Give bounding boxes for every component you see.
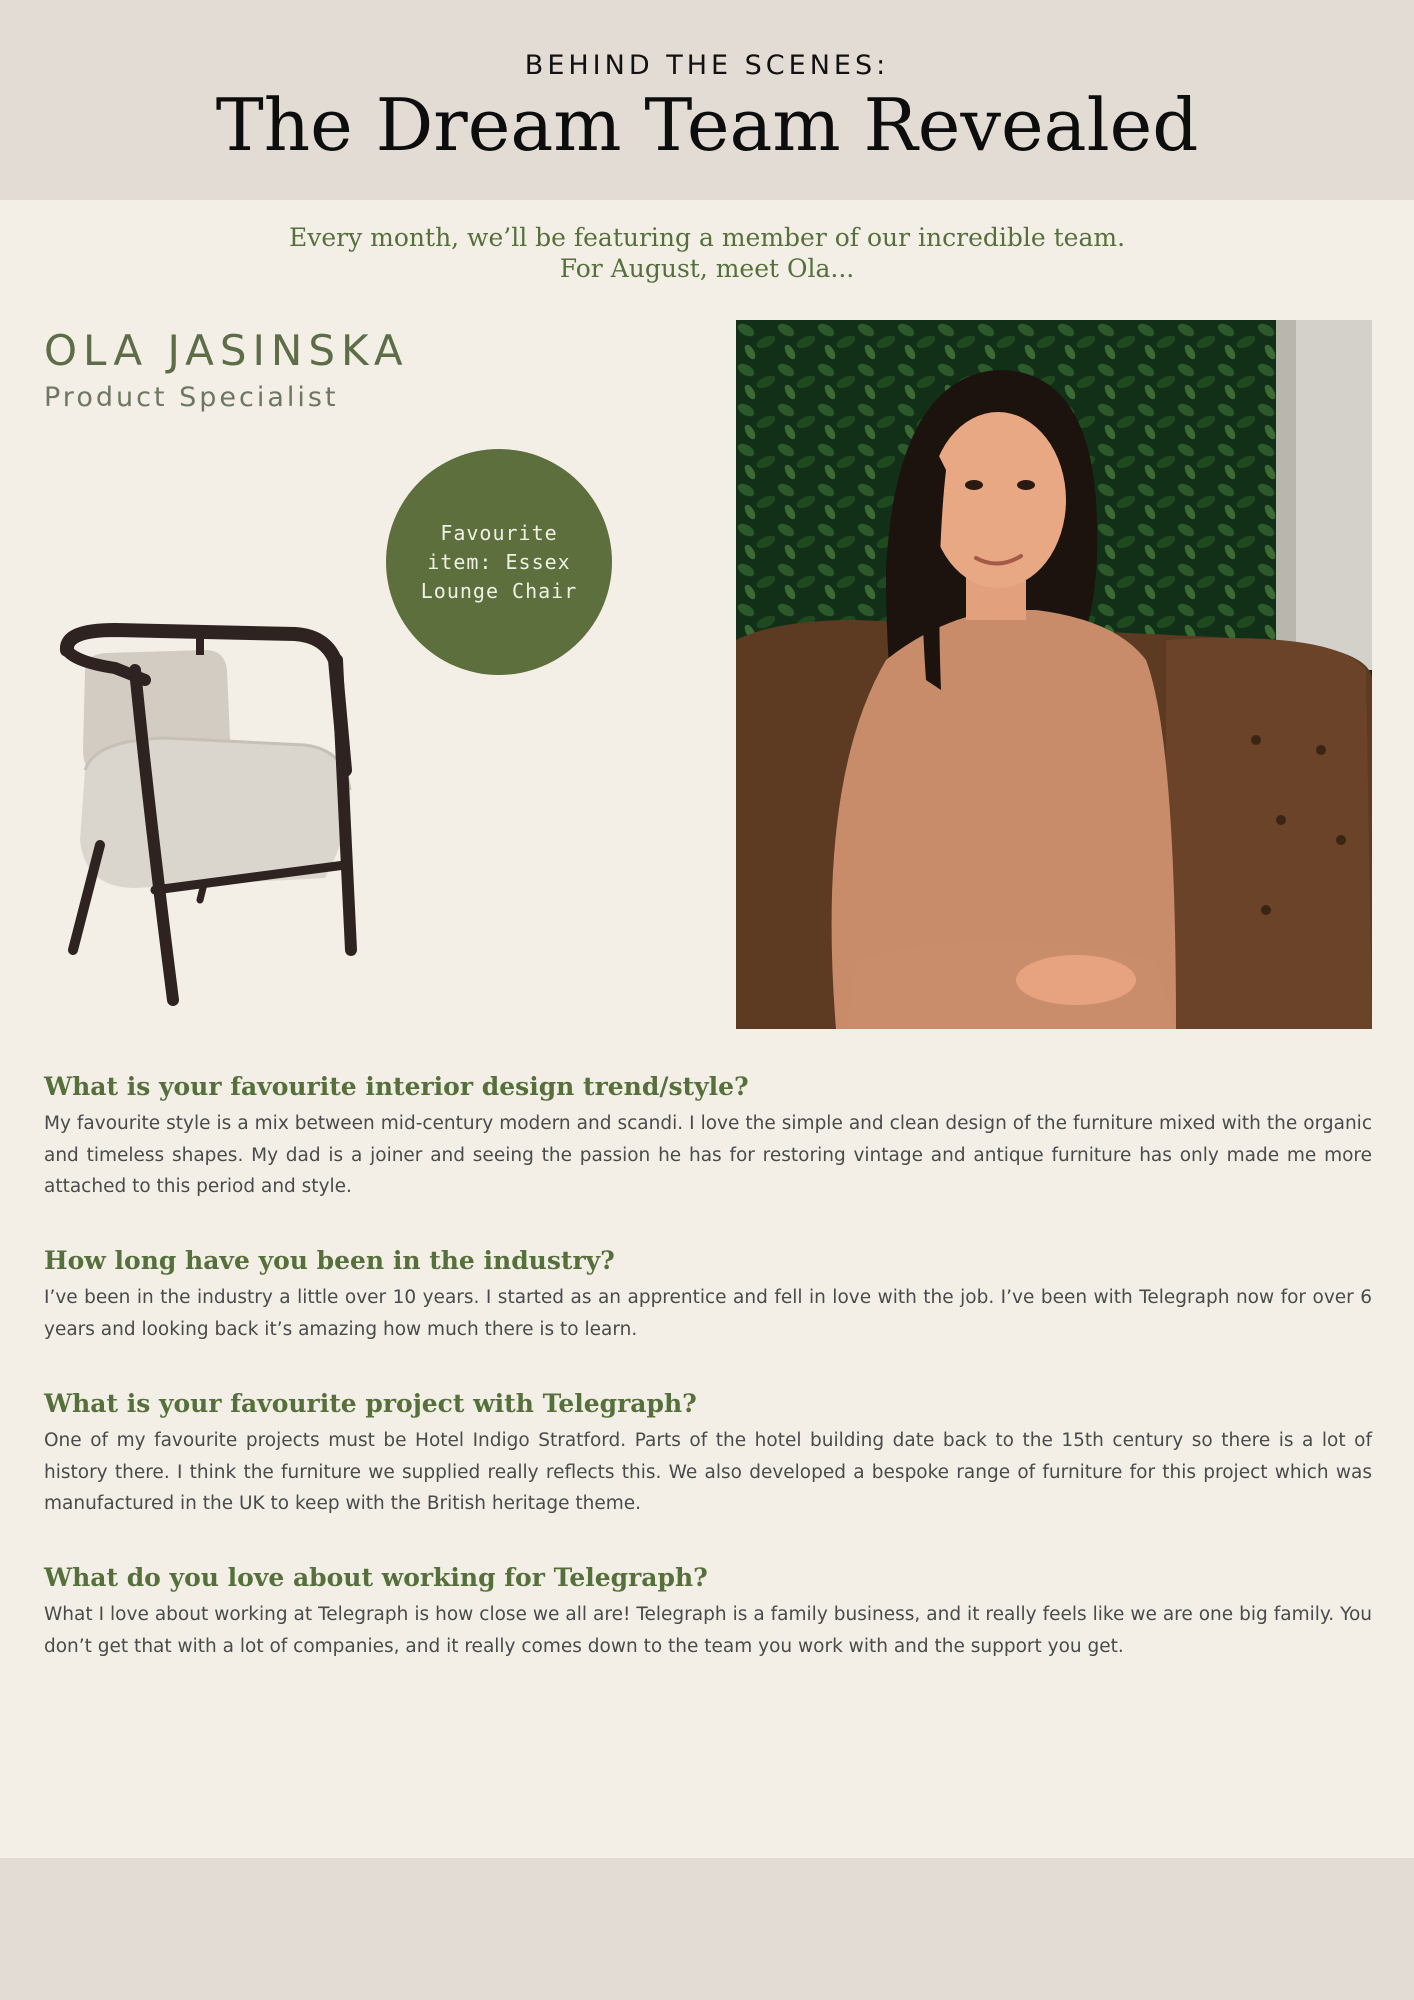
question-heading: What do you love about working for Telegraph?: [44, 1563, 708, 1592]
footer-band: [0, 1858, 1414, 2000]
question-heading: What is your favourite interior design trend/style?: [44, 1072, 749, 1101]
chair-image: [55, 620, 435, 1010]
question-heading: How long have you been in the industry?: [44, 1246, 615, 1275]
header-band: [0, 0, 1414, 200]
intro-text: [0, 222, 1414, 284]
header-kicker: BEHIND THE SCENES:: [524, 50, 890, 81]
answer-text: What I love about working at Telegraph is how close we all are! Telegraph is a family business, and it really feels like we are one big family. You don’t get that with a lot of companies, and it really comes down to the team you work with and the support you get.: [44, 1604, 1372, 1657]
intro-line-1: Every month, we’ll be featuring a member of our incredible team.: [288, 223, 1126, 252]
intro-line-2: For August, meet Ola...: [559, 254, 855, 283]
favourite-item-badge: [386, 449, 612, 675]
profile-role: Product Specialist: [44, 382, 339, 413]
answer-text: My favourite style is a mix between mid-century modern and scandi. I love the simple and clean design of the furniture mixed with the organic and timeless shapes. My dad is a joiner and seeing the passion he has for restoring vintage and antique furniture has only made me more attached to this period and style.: [44, 1113, 1372, 1197]
question-heading: What is your favourite project with Telegraph?: [44, 1389, 697, 1418]
qa-block-1: [44, 1070, 1372, 1203]
favourite-item-text: Favourite item: Essex Lounge Chair: [420, 520, 578, 603]
qa-block-4: [44, 1561, 1372, 1662]
profile-name: OLA JASINSKA: [44, 326, 409, 375]
answer-text: I’ve been in the industry a little over 10 years. I started as an apprentice and fell in love with the job. I’ve been with Telegraph now for over 6 years and looking back it’s amazing how much there is to learn.: [44, 1287, 1372, 1340]
qa-block-3: [44, 1387, 1372, 1520]
page-title: The Dream Team Revealed: [215, 83, 1199, 167]
qa-block-2: [44, 1244, 1372, 1345]
answer-text: One of my favourite projects must be Hotel Indigo Stratford. Parts of the hotel building date back to the 15th century so there is a lot of history there. I think the furniture we supplied really reflects this. We also developed a bespoke range of furniture for this project which was manufactured in the UK to keep with the British heritage theme.: [44, 1430, 1372, 1514]
portrait-photo: [736, 320, 1372, 1029]
